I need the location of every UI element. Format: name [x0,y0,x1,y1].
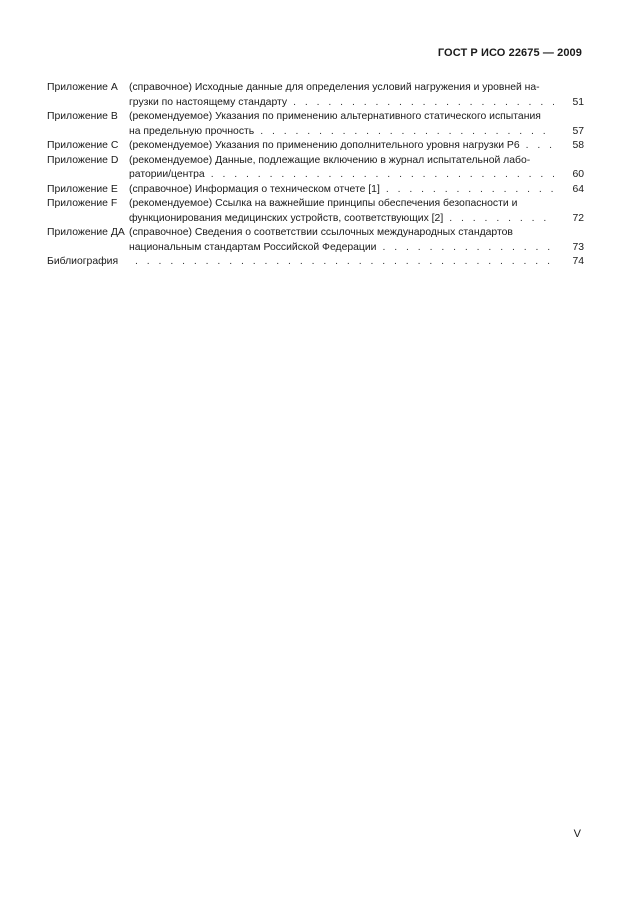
toc-entry-text: (рекомендуемое) Данные, подлежащие включению в журнал испытательной лабо- [129,154,531,166]
toc-entry-label: Приложение Е [47,183,118,195]
toc-entry-appendix-c [47,139,584,154]
toc-entry-text: на предельную прочность [129,125,255,137]
toc-entry-appendix-e [47,183,584,198]
toc-entry-label: Приложение D [47,154,119,166]
page-number: V [573,828,581,840]
toc-page-number: 74 [572,256,584,267]
dot-leader [449,212,554,227]
toc-entry-bibliography [47,255,584,270]
toc-entry-text: национальным стандартам Российской Федерации [129,241,377,253]
dot-leader [526,139,554,154]
dot-leader [386,183,554,198]
toc-page-number: 73 [572,241,584,253]
toc-entry-text: (справочное) Информация о техническом отчете [1] [129,183,380,195]
dot-leader [382,241,554,256]
toc-entry-text: ратории/центра [129,169,205,180]
toc-entry-appendix-a [47,81,584,110]
toc-entry-label: Приложение ДА [47,227,125,238]
toc-entry-text: функционирования медицинских устройств, соответствующих [2] [129,212,444,224]
toc-entry-text: грузки по настоящему стандарту [129,96,288,108]
dot-leader [260,125,554,140]
dot-leader [211,168,554,183]
toc-entry-text: (справочное) Сведения о соответствии ссылочных международных стандартов [129,227,513,238]
toc-entry-label: Приложение В [47,111,118,122]
toc-entry-label: Приложение F [47,198,118,209]
document-code: ГОСТ Р ИСО 22675 — 2009 [437,47,582,59]
toc-entry-text: (рекомендуемое) Ссылка на важнейшие принципы обеспечения безопасности и [129,198,518,209]
toc-page-number: 57 [572,125,584,137]
toc-page-number: 60 [572,169,584,180]
dot-leader [135,255,554,270]
toc-page-number: 58 [572,140,584,151]
toc-entry-text: (справочное) Исходные данные для определения условий нагружения и уровней на- [129,82,540,93]
toc-entry-appendix-f [47,197,584,226]
toc-page-number: 72 [572,212,584,224]
table-of-contents [47,81,584,270]
toc-entry-label: Библиография [47,256,119,267]
toc-page-number: 64 [572,183,584,195]
toc-entry-appendix-b [47,110,584,139]
toc-page-number: 51 [572,96,584,108]
toc-entry-appendix-da [47,226,584,255]
toc-entry-appendix-d [47,154,584,183]
toc-entry-label: Приложение А [47,82,118,93]
toc-entry-label: Приложение С [47,140,119,151]
toc-entry-text: (рекомендуемое) Указания по применению альтернативного статического испытания [129,111,541,122]
dot-leader [293,96,554,111]
toc-entry-text: (рекомендуемое) Указания по применению дополнительного уровня нагрузки Р6 [129,140,520,151]
